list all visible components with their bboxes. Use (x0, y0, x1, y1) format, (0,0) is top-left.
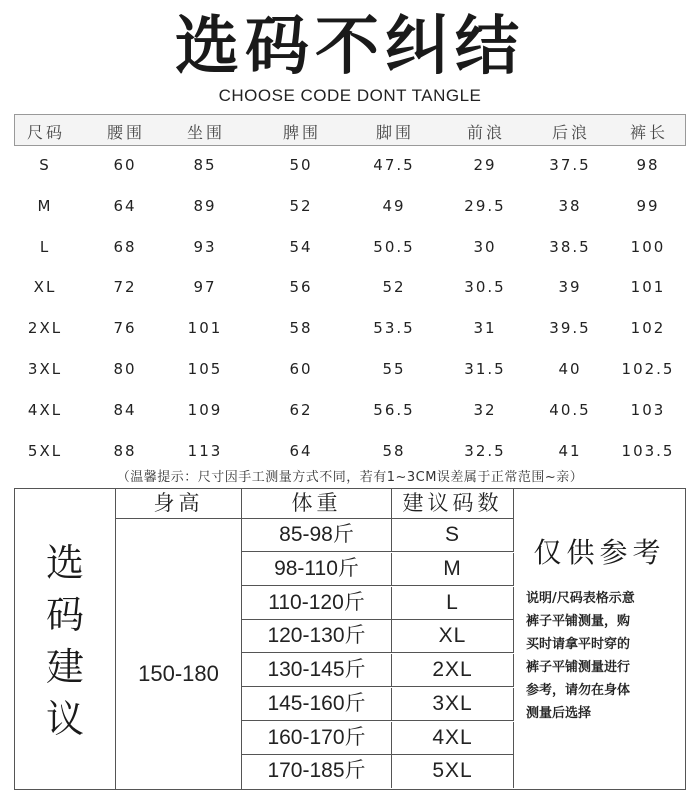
size-recommendation-table (14, 488, 686, 790)
cell-front-rise: 32 (473, 400, 497, 419)
cell-back-rise: 38.5 (549, 237, 591, 256)
cell-hip: 101 (187, 319, 223, 338)
cell-front-rise: 32.5 (464, 441, 506, 460)
suggested-size-header: 建议码数 (392, 489, 514, 519)
header-length: 裤长 (629, 123, 669, 142)
cell-size: 3XL (27, 360, 63, 378)
cell-front-rise: 30.5 (464, 278, 506, 297)
cell-leg-opening: 56.5 (373, 400, 415, 419)
suggested-size: XL (392, 620, 514, 653)
side-title-char: 建 (45, 645, 84, 689)
table-row (14, 309, 686, 349)
cell-front-rise: 29.5 (464, 196, 506, 215)
cell-size: M (37, 196, 53, 215)
cell-hip: 93 (193, 237, 217, 256)
measurement-note: （温馨提示：尺寸因手工测量方式不同，若有1~3CM误差属于正常范围~亲） (116, 470, 584, 485)
cell-length: 99 (636, 196, 660, 215)
cell-leg-opening: 50.5 (373, 237, 415, 256)
table-row (14, 268, 686, 308)
suggested-size: 3XL (392, 688, 514, 721)
suggested-size: M (392, 553, 514, 586)
reference-description (526, 587, 678, 725)
cell-thigh: 52 (289, 196, 313, 215)
table-row (14, 146, 686, 186)
cell-waist: 72 (113, 278, 137, 297)
cell-hip: 109 (187, 400, 223, 419)
header-hip: 坐围 (186, 123, 226, 142)
cell-back-rise: 41 (558, 441, 582, 460)
suggested-size: S (392, 519, 514, 552)
cell-thigh: 60 (289, 360, 313, 378)
cell-hip: 97 (193, 278, 217, 297)
weight-range: 110-120斤 (242, 587, 392, 620)
weight-range: 170-185斤 (242, 755, 392, 788)
cell-thigh: 64 (289, 441, 313, 460)
cell-size: L (39, 237, 51, 256)
reference-title: 仅供参考 (533, 536, 666, 569)
page-title: 选码不纠结 (175, 10, 525, 84)
reference-line: 参考，请勿在身体 (526, 683, 631, 698)
reference-line: 裤子平铺测量进行 (526, 660, 631, 675)
cell-waist: 60 (113, 156, 137, 174)
recommendation-side-title (15, 537, 115, 745)
cell-leg-opening: 53.5 (373, 319, 415, 338)
cell-leg-opening: 58 (382, 441, 406, 460)
cell-front-rise: 31.5 (464, 360, 506, 378)
cell-hip: 85 (193, 156, 217, 174)
cell-back-rise: 37.5 (549, 156, 591, 174)
cell-waist: 68 (113, 237, 137, 256)
side-title-char: 议 (45, 697, 84, 741)
cell-leg-opening: 47.5 (373, 156, 415, 174)
cell-length: 102 (630, 319, 666, 338)
weight-range: 85-98斤 (242, 519, 392, 552)
cell-back-rise: 39.5 (549, 319, 591, 338)
weight-range: 130-145斤 (242, 654, 392, 687)
size-table-header (14, 114, 686, 146)
cell-thigh: 62 (289, 400, 313, 419)
cell-back-rise: 39 (558, 278, 582, 297)
suggested-size: 4XL (392, 722, 514, 755)
side-title-char: 选 (45, 541, 84, 585)
cell-front-rise: 30 (473, 237, 497, 256)
header-waist: 腰围 (106, 123, 146, 142)
cell-hip: 113 (187, 441, 223, 460)
cell-thigh: 56 (289, 278, 313, 297)
height-column (116, 519, 242, 789)
cell-waist: 76 (113, 319, 137, 338)
table-row (14, 391, 686, 431)
header-size: 尺码 (26, 123, 66, 142)
table-row (14, 187, 686, 227)
weight-range: 98-110斤 (242, 553, 392, 586)
cell-thigh: 58 (289, 319, 313, 338)
cell-length: 103.5 (621, 441, 675, 460)
table-row (14, 350, 686, 390)
cell-leg-opening: 49 (382, 196, 406, 215)
recommendation-side-panel (15, 489, 116, 789)
cell-leg-opening: 55 (382, 360, 406, 378)
cell-size: XL (33, 278, 57, 297)
cell-length: 98 (636, 156, 660, 174)
cell-length: 100 (630, 237, 666, 256)
cell-hip: 89 (193, 196, 217, 215)
cell-thigh: 54 (289, 237, 313, 256)
weight-header: 体重 (242, 489, 392, 519)
cell-length: 102.5 (621, 360, 675, 378)
cell-length: 101 (630, 278, 666, 297)
weight-range: 145-160斤 (242, 688, 392, 721)
reference-line: 裤子平铺测量，购 (526, 614, 631, 629)
cell-back-rise: 40 (558, 360, 582, 378)
height-header: 身高 (116, 489, 242, 519)
suggested-size: 5XL (392, 755, 514, 788)
header-back-rise: 后浪 (551, 123, 591, 142)
reference-line: 说明/尺码表格示意 (526, 591, 635, 606)
weight-range: 160-170斤 (242, 722, 392, 755)
cell-size: 4XL (27, 400, 63, 419)
cell-hip: 105 (187, 360, 223, 378)
cell-back-rise: 40.5 (549, 400, 591, 419)
table-row (14, 228, 686, 268)
cell-thigh: 50 (289, 156, 313, 174)
suggested-size: L (392, 587, 514, 620)
cell-size: S (39, 156, 51, 174)
reference-line: 买时请拿平时穿的 (526, 637, 631, 652)
cell-waist: 88 (113, 441, 137, 460)
cell-waist: 84 (113, 400, 137, 419)
reference-line: 测量后选择 (526, 706, 592, 721)
cell-leg-opening: 52 (382, 278, 406, 297)
cell-back-rise: 38 (558, 196, 582, 215)
header-front-rise: 前浪 (466, 123, 506, 142)
page-subtitle: CHOOSE CODE DONT TANGLE (218, 86, 482, 105)
height-value: 150-180 (138, 661, 219, 686)
header-thigh: 脾围 (282, 123, 322, 142)
reference-panel (514, 489, 685, 789)
side-title-char: 码 (45, 593, 84, 637)
weight-range: 120-130斤 (242, 620, 392, 653)
cell-front-rise: 29 (473, 156, 497, 174)
header-leg-opening: 脚围 (375, 123, 415, 142)
cell-size: 2XL (27, 319, 63, 338)
cell-front-rise: 31 (473, 319, 497, 338)
cell-length: 103 (630, 400, 666, 419)
cell-size: 5XL (27, 441, 63, 460)
suggested-size: 2XL (392, 654, 514, 687)
cell-waist: 64 (113, 196, 137, 215)
cell-waist: 80 (113, 360, 137, 378)
